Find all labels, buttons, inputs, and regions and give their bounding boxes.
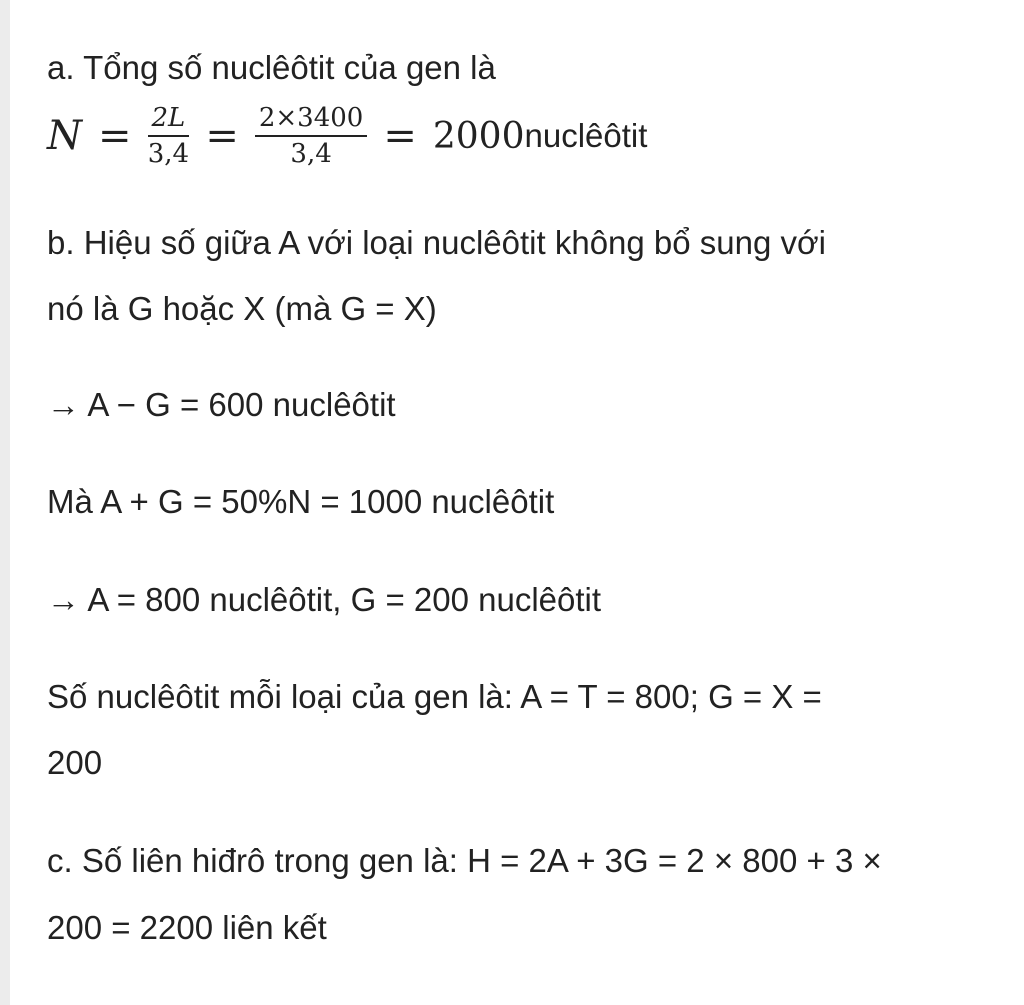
part-b-line-2: nó là G hoặc X (mà G = X) bbox=[47, 290, 437, 327]
formula-result: 2000 bbox=[432, 115, 525, 157]
fraction-1-numerator: 2L bbox=[148, 103, 190, 137]
fraction-2x3400-over-3-4 bbox=[255, 103, 368, 169]
formula-equals-2: = bbox=[205, 113, 239, 159]
part-b-line-1: b. Hiệu số giữa A với loại nuclêôtit không bổ sung với bbox=[47, 224, 826, 261]
fraction-2l-over-3-4 bbox=[148, 103, 190, 169]
part-b-line-3: → A − G = 600 nuclêôtit bbox=[47, 386, 396, 423]
part-c-line-1: c. Số liên hiđrô trong gen là: H = 2A + 3G = 2 × 800 + 3 × bbox=[47, 842, 882, 879]
formula-lhs: N bbox=[47, 113, 82, 159]
fraction-2-denominator: 3,4 bbox=[290, 139, 332, 169]
part-a-formula bbox=[47, 96, 647, 176]
part-b-line-7: 200 bbox=[47, 744, 103, 781]
part-b-line-4: Mà A + G = 50%N = 1000 nuclêôtit bbox=[47, 483, 555, 520]
part-b-line-5: → A = 800 nuclêôtit, G = 200 nuclêôtit bbox=[47, 581, 602, 618]
fraction-2-numerator: 2×3400 bbox=[255, 103, 368, 137]
left-border bbox=[0, 0, 10, 1005]
part-b-line-6: Số nuclêôtit mỗi loại của gen là: A = T = 800; G = X = bbox=[47, 678, 822, 715]
part-c-line-2: 200 = 2200 liên kết bbox=[47, 909, 327, 946]
part-a-intro: a. Tổng số nuclêôtit của gen là bbox=[47, 49, 496, 86]
formula-equals-1: = bbox=[98, 113, 132, 159]
formula-unit: nuclêôtit bbox=[524, 117, 648, 154]
fraction-1-denominator: 3,4 bbox=[147, 139, 190, 169]
formula-equals-3: = bbox=[383, 113, 417, 159]
